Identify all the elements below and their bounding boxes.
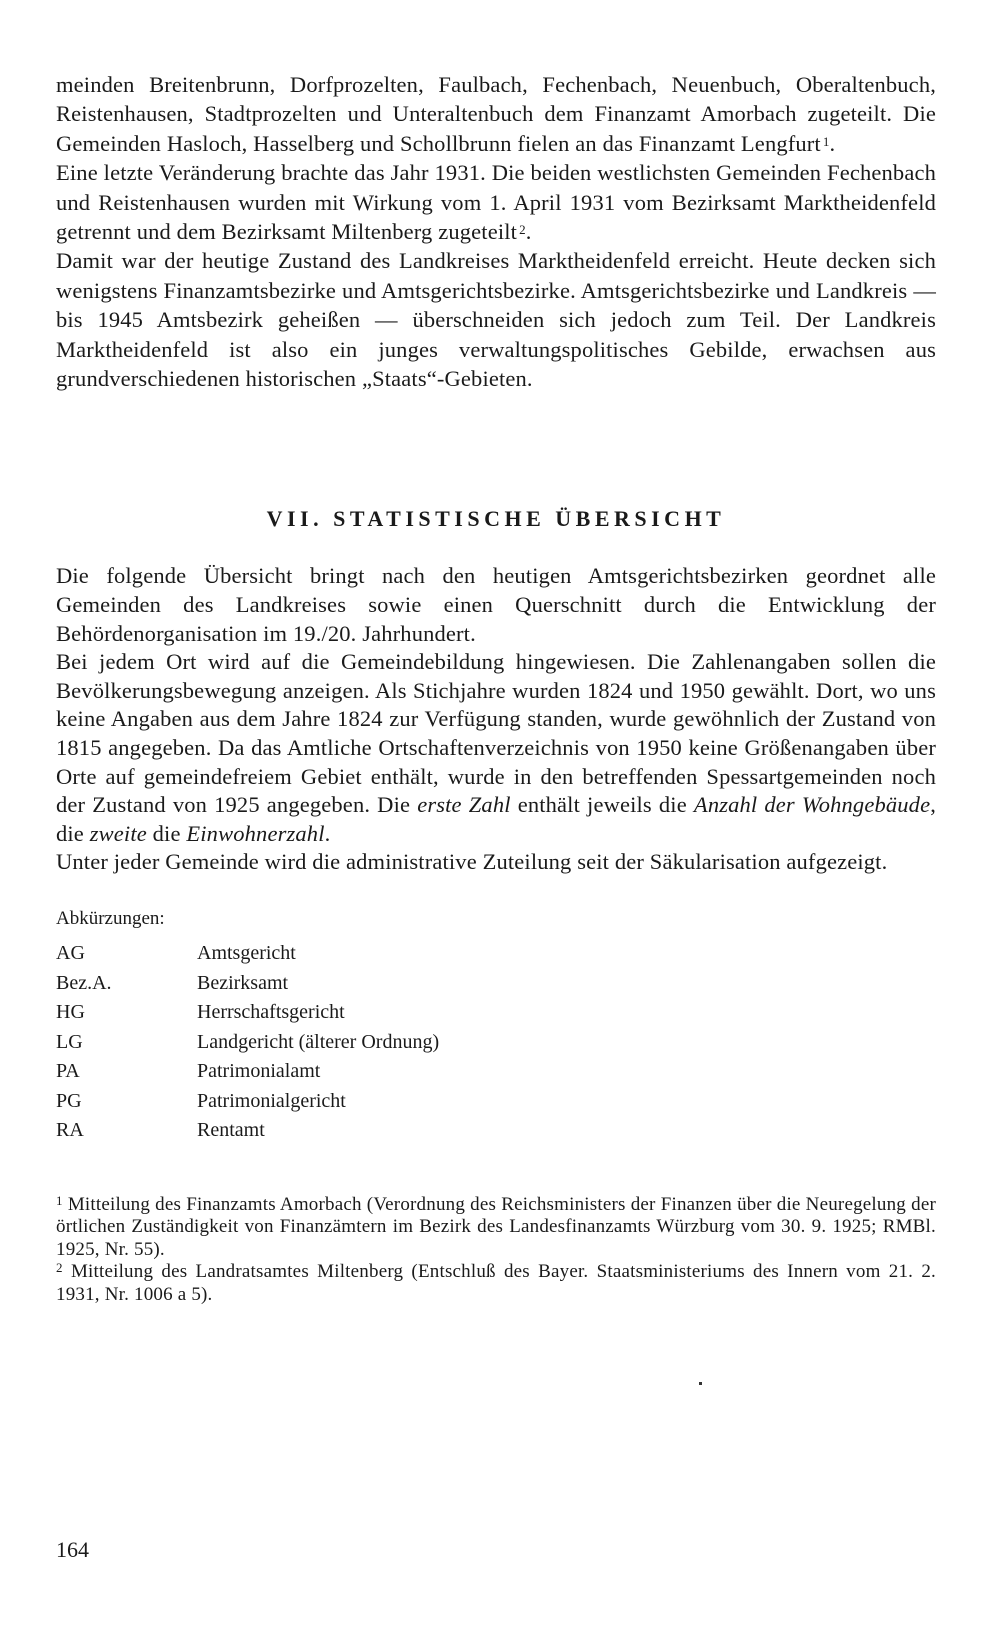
paragraph-finanzamt: meinden Breitenbrunn, Dorfprozelten, Faulbach, Fechenbach, Neuenbuch, Oberaltenbuch, Reistenhausen, Stadtprozelten und Unteraltenbuch dem Finanzamt Amorbach zugeteilt. Die Gemeinden Hasloch, Hasselberg und Schollbrunn fielen an das Finanzamt Lengfurt $^1$. (56, 72, 936, 156)
text-run: die (152, 820, 181, 846)
footnote-number: 2 (56, 1260, 63, 1276)
abbreviation-row (56, 940, 439, 970)
intro-paragraph-3: Unter jeder Gemeinde wird die administrative Zuteilung seit der Säkularisation aufgezeigt. (56, 849, 888, 875)
abbreviation-row (56, 1029, 439, 1059)
abbreviation-meaning: Herrschaftsgericht (197, 1001, 345, 1023)
abbreviation-code: Bez.A. (56, 971, 112, 994)
footnote-number: 1 (56, 1192, 63, 1208)
abbreviation-meaning: Patrimonialamt (197, 1060, 321, 1082)
abbreviation-row (56, 1058, 439, 1088)
paragraph-1931: Eine letzte Veränderung brachte das Jahr 1931. Die beiden westlichsten Gemeinden Fechenbach und Reistenhausen wurden mit Wirkung vom 1. April 1931 vom Bezirksamt Marktheidenfeld getrennt und dem Bezirksamt Miltenberg zugeteilt $^2$. (56, 160, 936, 245)
footnote-2 (56, 1261, 936, 1306)
abbreviation-meaning: Bezirksamt (197, 971, 289, 994)
page-number: 164 (56, 1537, 89, 1562)
abbreviation-code: RA (56, 1119, 84, 1141)
footnote-text: Mitteilung des Finanzamts Amorbach (Verordnung des Reichsministers der Finanzen über die Neuregelung der örtlichen Zuständigkeit von Finanzämtern im Bezirk des Landesfinanzamts Würzburg vom 30. 9. 1925; RMBl. 1925, Nr. 55). (56, 1193, 936, 1260)
paragraph-text: Eine letzte Veränderung brachte das Jahr 1931. Die beiden westlichsten Gemeinden Fechenbach und Reistenhausen wurden mit Wirkung vom 1. April 1931 vom Bezirksamt Marktheidenfeld getrennt und dem Bezirksamt Miltenberg zugeteilt (56, 160, 936, 245)
abbreviation-code: PG (56, 1089, 82, 1112)
abbreviation-row (56, 970, 439, 1000)
print-speck (699, 1382, 702, 1385)
text-run: Bei jedem Ort wird auf die Gemeindebildung hingewiesen. Die Zahlenangaben sollen die Bevölkerungsbewegung anzeigen. Als Stichjahre wurden 1824 und 1950 gewählt. Dort, wo uns keine Angaben aus dem Jahre 1824 zur Verfügung standen, wurde gewöhnlich der Zustand von 1815 angegeben. Da das Amtliche Ortschaftenverzeichnis von 1950 keine Größenangaben über Orte auf gemeindefreiem Gebiet enthält, wurde in den betreffenden Spessartgemeinden noch der Zustand von 1925 angegeben. Die (56, 649, 936, 818)
page-body (56, 70, 936, 1306)
footnotes (56, 1194, 936, 1307)
abbreviation-meaning: Landgericht (älterer Ordnung) (197, 1030, 440, 1053)
paragraph-landkreis: Damit war der heutige Zustand des Landkreises Marktheidenfeld erreicht. Heute decken sich wenigstens Finanzamtsbezirke und Amtsgerichtsbezirke. Amtsgerichtsbezirke und Landkreis — bis 1945 Amtsbezirk geheißen — überschneiden sich jedoch zum Teil. Der Landkreis Marktheidenfeld ist also ein junges verwaltungspolitisches Gebilde, erwachsen aus grundverschiedenen historischen „Staats“-Gebieten. (56, 248, 936, 392)
abbreviation-row (56, 999, 439, 1029)
intro-paragraph-1: Die folgende Übersicht bringt nach den heutigen Amtsgerichtsbezirken geordnet alle Gemeinden des Landkreises sowie einen Querschnitt durch die Entwicklung der Behördenorganisation im 19./20. Jahrhundert. (56, 563, 936, 646)
abbreviation-row (56, 1088, 439, 1118)
emphasis-wohngebaeude: Anzahl der Wohngebäude (693, 792, 931, 818)
text-run: . (324, 820, 331, 846)
emphasis-erste-zahl: erste Zahl (417, 792, 511, 818)
emphasis-einwohnerzahl: Einwohnerzahl (186, 820, 325, 846)
abbreviation-code: HG (56, 1001, 85, 1023)
abbreviations-table (56, 940, 439, 1147)
abbreviation-meaning: Patrimonialgericht (197, 1089, 346, 1112)
abbreviation-code: PA (56, 1060, 80, 1082)
footnote-1 (56, 1194, 936, 1262)
abbreviation-meaning: Rentamt (197, 1119, 265, 1141)
abbreviation-code: AG (56, 942, 85, 964)
footnote-ref-1[interactable]: 1 (822, 133, 830, 149)
text-run: enthält jeweils die (517, 792, 687, 818)
footnote-ref-2[interactable]: 2 (519, 222, 526, 238)
paragraph-text: meinden Breitenbrunn, Dorfprozelten, Faulbach, Fechenbach, Neuenbuch, Oberaltenbuch, Reistenhausen, Stadtprozelten und Unteraltenbuch dem Finanzamt Amorbach zugeteilt. Die Gemeinden Hasloch, Hasselberg und Schollbrunn fielen an das Finanzamt Lengfurt (56, 72, 936, 156)
abbreviation-row (56, 1117, 439, 1147)
abbreviations-title: Abkürzungen: (56, 908, 165, 929)
intro-paragraph-2 (56, 648, 936, 848)
section-heading: VII. STATISTISCHE ÜBERSICHT (266, 506, 726, 532)
abbreviation-code: LG (56, 1030, 83, 1053)
abbreviation-meaning: Amtsgericht (197, 942, 296, 964)
emphasis-zweite: zweite (89, 820, 147, 846)
text-run: , die (56, 792, 936, 846)
footnote-text: Mitteilung des Landratsamtes Miltenberg (Entschluß des Bayer. Staatsministeriums des Innern vom 21. 2. 1931, Nr. 1006 a 5). (56, 1261, 936, 1305)
